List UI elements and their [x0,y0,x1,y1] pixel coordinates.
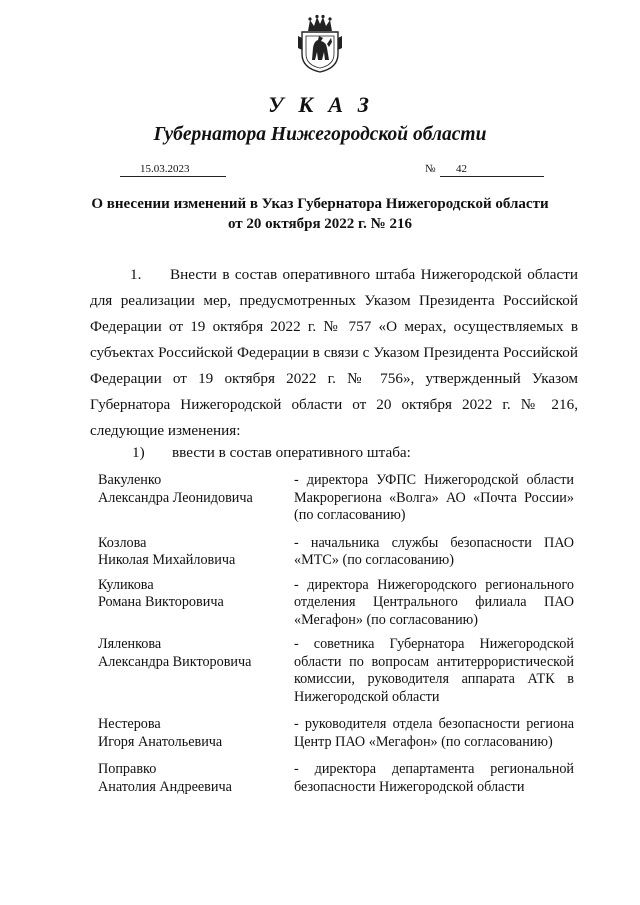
member-given-names: Романа Викторовича [98,594,224,610]
subitem-number: 1) [132,444,145,461]
date-field [120,162,226,177]
member-row [98,761,578,796]
member-surname: Куликова [98,576,154,593]
member-row [98,577,578,630]
member-given-names: Николая Михайловича [98,552,236,568]
member-name [98,472,294,525]
members-list [98,472,578,796]
paragraph-1 [90,262,578,444]
paragraph-text: Внести в состав оперативного штаба Нижегородской области для реализации мер, предусмотренных Указом Президента Российской Федерации от 19 октября 2022 г. № 757 «О мерах, осуществляемых в субъектах Российской Федерации в связи с Указом Президента Российской Федерации от 19 октября 2022 г. № 756», утвержденный Указом Губернатора Нижегородской области от 20 октября 2022 г. № 216, следующие изменения: [90,266,578,439]
member-surname: Поправко [98,761,157,777]
member-given-names: Александра Леонидовича [98,489,253,506]
member-role: - начальника службы безопасности ПАО «МТС» (по согласованию) [294,534,574,568]
member-role: - руководителя отдела безопасности региона Центр ПАО «Мегафон» (по согласованию) [294,716,574,750]
member-role: - директора департамента региональной безопасности Нижегородской области [294,761,574,795]
member-surname: Козлова [98,534,147,551]
member-row [98,535,578,570]
member-given-names: Александра Викторовича [98,653,252,670]
issuer-title: Губернатора Нижегородской области [153,124,487,145]
subitem-1 [132,443,411,463]
subitem-text: ввести в состав оперативного штаба: [172,444,411,461]
member-row [98,472,578,525]
member-surname: Нестерова [98,716,161,732]
member-name [98,577,294,630]
document-date: 15.03.2023 [140,163,190,175]
member-name [98,761,294,796]
member-given-names: Игоря Анатольевича [98,733,223,750]
member-name [98,535,294,570]
member-role: - советника Губернатора Нижегородской области по вопросам антитеррористической комиссии, руководителя аппарата АТК в Нижегородской области [294,636,574,705]
document-heading: О внесении изменений в Указ Губернатора Нижегородской области от 20 октября 2022 г. № 216 [91,196,549,232]
document-type-title: УКАЗ [268,92,384,117]
number-field [440,162,544,177]
member-name [98,636,294,706]
member-role: - директора УФПС Нижегородской области Макрорегиона «Волга» АО «Почта России» (по согласованию) [294,472,574,523]
member-surname: Вакуленко [98,472,162,488]
member-name [98,716,294,751]
member-role: - директора Нижегородского регионального отделения Центрального филиала ПАО «Мегафон» (по согласованию) [294,576,574,628]
member-surname: Ляленкова [98,636,162,652]
member-row [98,716,578,751]
paragraph-number: 1. [130,266,142,283]
member-given-names: Анатолия Андреевича [98,778,232,795]
document-number: 42 [456,163,467,175]
member-row [98,636,578,706]
number-label: № [425,163,436,175]
coat-of-arms-icon [296,14,344,74]
